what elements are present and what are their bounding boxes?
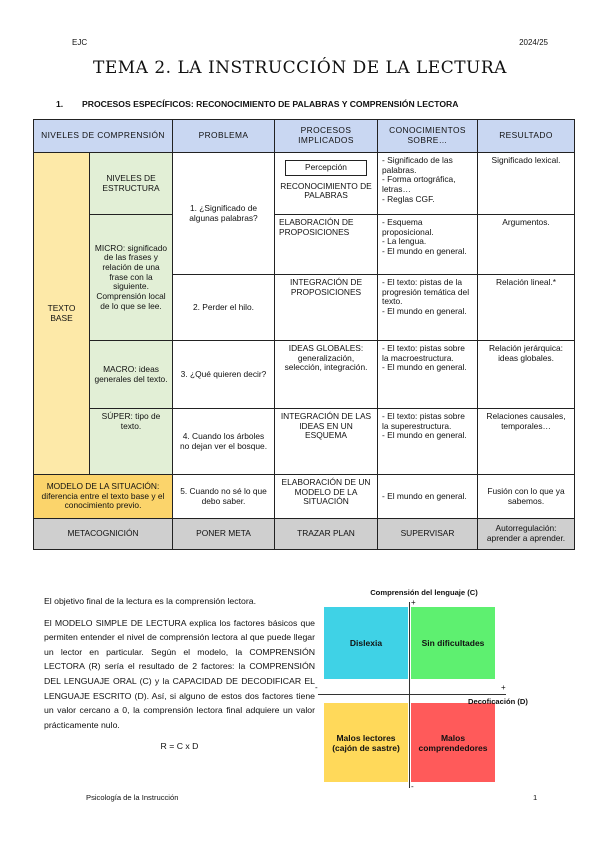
macro-cell: MACRO: ideas generales del texto. (90, 341, 173, 409)
knowledge-3 (378, 275, 478, 341)
footer-left: Psicología de la Instrucción (86, 793, 179, 802)
metacognicion-cell: METACOGNICIÓN (34, 519, 173, 550)
section-heading (56, 99, 458, 109)
problem-2: 2. Perder el hilo. (173, 275, 275, 341)
result-2: Argumentos. (478, 215, 575, 275)
knowledge-item: - El texto: pistas de la progresión temática del texto. (382, 277, 470, 307)
knowledge-item: - El mundo en general. (382, 430, 467, 441)
quadrant-dislexia: Dislexia (324, 607, 408, 679)
x-plus-sign: + (501, 683, 506, 692)
super-cell: SÚPER: tipo de texto. (90, 409, 173, 475)
process-reconocimiento (275, 153, 378, 215)
header-problema: PROBLEMA (173, 120, 275, 153)
metacognicion-row (34, 519, 575, 550)
knowledge-item: - El mundo en general. (382, 362, 467, 373)
header-resultado: RESULTADO (478, 120, 575, 153)
trazar-plan-cell: TRAZAR PLAN (275, 519, 378, 550)
niveles-estructura-cell: NIVELES DE ESTRUCTURA (90, 153, 173, 215)
knowledge-item: - Esquema proposicional. (382, 217, 434, 237)
y-axis-line (409, 602, 410, 788)
process-elaboracion-modelo: ELABORACIÓN DE UN MODELO DE LA SITUACIÓN (275, 475, 378, 519)
knowledge-item: - Significado de las palabras. (382, 155, 453, 175)
header-left: EJC (72, 38, 88, 47)
knowledge-1 (378, 153, 478, 215)
knowledge-item: - El texto: pistas sobre la macroestructura. (382, 343, 465, 363)
knowledge-item: - La lengua. (382, 236, 427, 247)
comprehension-table (33, 119, 575, 550)
table-row (34, 215, 575, 275)
result-3: Relación lineal.* (478, 275, 575, 341)
page-number: 1 (533, 793, 538, 802)
problem-3: 3. ¿Qué quieren decir? (173, 341, 275, 409)
process-ideas-globales: IDEAS GLOBALES: generalización, selección, integración. (275, 341, 378, 409)
x-minus-sign: - (315, 683, 318, 692)
process-integracion-esquema: INTEGRACIÓN DE LAS IDEAS EN UN ESQUEMA (275, 409, 378, 475)
knowledge-item: - Forma ortográfica, letras… (382, 174, 456, 194)
x-axis-line (318, 694, 506, 695)
header-procesos: PROCESOS IMPLICADOS (275, 120, 378, 153)
knowledge-4 (378, 341, 478, 409)
section-number: 1. (56, 99, 64, 109)
table-row (34, 153, 575, 215)
x-axis-label: Decoficación (D) (468, 697, 528, 706)
result-5: Relaciones causales, temporales… (478, 409, 575, 475)
supervisar-cell: SUPERVISAR (378, 519, 478, 550)
process-integracion: INTEGRACIÓN DE PROPOSICIONES (275, 275, 378, 341)
paragraph-objective: El objetivo final de la lectura es la comprensión lectora. (44, 596, 256, 606)
knowledge-6: - El mundo en general. (378, 475, 478, 519)
process-elaboracion: ELABORACIÓN DE PROPOSICIONES (275, 215, 378, 275)
problem-1: 1. ¿Significado de algunas palabras? (173, 153, 275, 275)
problem-4: 4. Cuando los árboles no dejan ver el bosque. (173, 409, 275, 475)
section-title: PROCESOS ESPECÍFICOS: RECONOCIMIENTO DE PALABRAS Y COMPRENSIÓN LECTORA (82, 99, 459, 109)
header-niveles: NIVELES DE COMPRENSIÓN (34, 120, 173, 153)
y-plus-sign: + (411, 598, 416, 607)
knowledge-item: - El mundo en general. (382, 245, 467, 256)
knowledge-5 (378, 409, 478, 475)
percepcion-box: Percepción (285, 160, 367, 176)
problem-5: 5. Cuando no sé lo que debo saber. (173, 475, 275, 519)
modelo-situacion-cell: MODELO DE LA SITUACIÓN: diferencia entre el texto base y el conocimiento previo. (34, 475, 173, 519)
table-row (34, 409, 575, 475)
knowledge-item: - El texto: pistas sobre la superestructura. (382, 411, 465, 431)
micro-cell: MICRO: significado de las frases y relación de una frase con la siguiente. Comprensión local de lo que se lee. (90, 215, 173, 341)
page-title: TEMA 2. LA INSTRUCCIÓN DE LA LECTURA (93, 58, 507, 78)
autorregulacion-cell: Autorregulación: aprender a aprender. (478, 519, 575, 550)
result-1: Significado lexical. (478, 153, 575, 215)
body-text (44, 594, 315, 754)
table-header-row (34, 120, 575, 153)
poner-meta-cell: PONER META (173, 519, 275, 550)
knowledge-item: - Reglas CGF. (382, 193, 435, 204)
paragraph-model: El MODELO SIMPLE DE LECTURA explica los factores básicos que permiten entender el nivel de comprensión lectora al que puede llegar un lector en particular. Según el modelo, la COMPRENSIÓN LECTORA (R) sería el resultado de 2 factores: la COMPRENSIÓN DEL LENGUAJE ORAL (C) y la CAPACIDAD DE DECODIFICAR EL LENGUAJE ESCRITO (D). Así, si alguno de estos dos factores tiene un valor cercano a 0, la comprensión lectora final adquiere un valor prácticamente nulo. (44, 617, 315, 730)
quadrant-sin-dificultades: Sin dificultades (411, 607, 495, 679)
quadrant-malos-comprendedores: Malos comprendedores (411, 703, 495, 782)
texto-base-cell: TEXTO BASE (34, 153, 90, 475)
knowledge-2 (378, 215, 478, 275)
y-axis-label: Comprensión del lenguaje (C) (370, 588, 478, 597)
header-conocimientos: CONOCIMIENTOS SOBRE… (378, 120, 478, 153)
y-minus-sign: - (411, 782, 414, 791)
formula: R = C x D (160, 741, 199, 752)
quadrant-malos-lectores: Malos lectores (cajón de sastre) (324, 703, 408, 782)
header-right: 2024/25 (519, 38, 548, 47)
knowledge-item: - El mundo en general. (382, 305, 467, 316)
reconocimiento-label: RECONOCIMIENTO DE PALABRAS (280, 180, 372, 201)
simple-view-diagram (315, 587, 528, 797)
table-row (34, 341, 575, 409)
table-row (34, 475, 575, 519)
result-4: Relación jerárquica: ideas globales. (478, 341, 575, 409)
result-6: Fusión con lo que ya sabemos. (478, 475, 575, 519)
